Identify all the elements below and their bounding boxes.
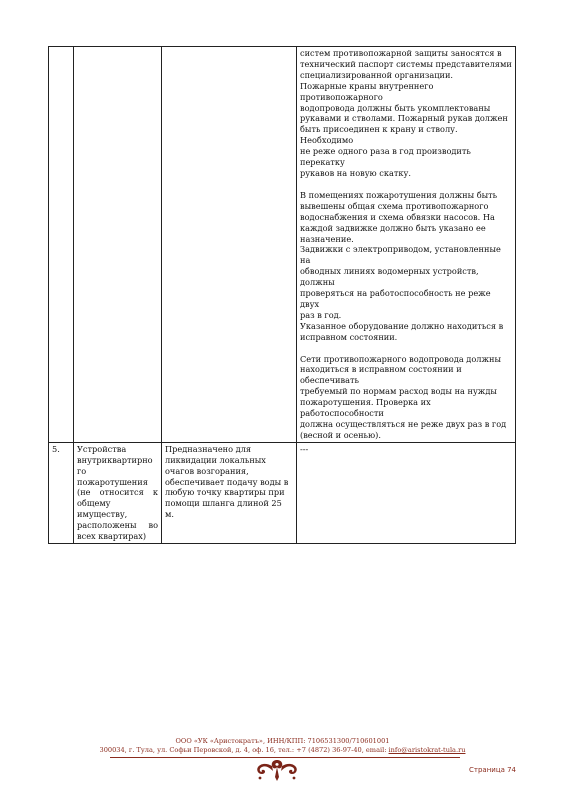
cell-number: [49, 47, 74, 443]
text-line: пожаротушения. Проверка их работоспособности: [300, 397, 431, 419]
text-line: раз в год.: [300, 309, 342, 320]
text-line: каждой задвижке должно быть указано ее: [300, 222, 486, 233]
text-line: обеспечивает подачу воды в: [165, 476, 289, 487]
text-line: помощи шланга длиной 25 м.: [165, 498, 282, 520]
text-line: Указанное оборудование должно находиться в: [300, 320, 504, 331]
text-line: очагов возгорания,: [165, 465, 249, 476]
text-line: Предназначено для: [165, 443, 252, 454]
text-line: Задвижки с электроприводом, установленные на: [300, 244, 501, 266]
requirements-paragraph-3: [300, 354, 512, 441]
text-line: Устройства: [77, 443, 127, 454]
text-line: имуществу,: [77, 509, 128, 520]
requirements-paragraph-1: [300, 48, 512, 179]
row-description: [162, 442, 297, 543]
requirements-table: [48, 46, 516, 544]
text-line: должна осуществляться не реже двух раз в год: [300, 419, 507, 429]
text-line: находиться в исправном состоянии и обеспечивать: [300, 364, 462, 386]
row-number: 5.: [49, 442, 74, 543]
cell-description: [162, 47, 297, 443]
text-line: технический паспорт системы представителями: [300, 58, 512, 69]
text-line: Сети противопожарного водопровода должны: [300, 353, 501, 364]
requirements-paragraph-2: [300, 190, 512, 343]
text-line: не реже одного раза в год производить перекатку: [300, 146, 471, 168]
text-line: расположены во: [77, 520, 158, 531]
text-line: вывешены общая схема противопожарного: [300, 200, 489, 211]
cell-requirements: [297, 47, 516, 443]
text-line: (не относится к: [77, 487, 158, 498]
text-line: Пожарные краны внутреннего противопожарного: [300, 80, 434, 102]
text-line: пожаротушения: [77, 476, 148, 487]
ornament-icon: [251, 757, 303, 783]
cell-name: [74, 47, 162, 443]
text-line: общему: [77, 498, 111, 509]
text-line: обводных линиях водомерных устройств, должны: [300, 266, 479, 288]
footer-address-line: [0, 746, 565, 754]
text-line: всех квартирах): [77, 531, 147, 542]
page-number: Страница 74: [469, 766, 517, 774]
text-line: рукавов на новую скатку.: [300, 167, 411, 178]
text-line: внутриквартирно: [77, 454, 153, 465]
text-line: (весной и осенью).: [300, 429, 381, 440]
text-line: требуемый по нормам расход воды на нужды: [300, 386, 497, 397]
text-line: специализированной организации.: [300, 69, 454, 80]
row-name: [74, 442, 162, 543]
text-line: исправном состоянии.: [300, 331, 398, 342]
text-line: рукавами и стволами. Пожарный рукав должен: [300, 113, 508, 124]
footer-company-line: ООО «УК «Аристократъ», ИНН/КПП: 7106531300/710601001: [175, 737, 390, 745]
text-line: проверяться на работоспособность не реже двух: [300, 288, 491, 309]
text-line: ликвидации локальных: [165, 454, 266, 465]
footer-address: 300034, г. Тула, ул. Софьи Перовской, д. 4, оф. 16, тел.: +7 (4872) 36-97-40, email:: [99, 746, 389, 754]
table-row: [49, 442, 516, 543]
text-line: водоснабжения и схема обвязки насосов. На: [300, 211, 495, 222]
text-line: систем противопожарной защиты заносятся в: [300, 48, 502, 58]
text-line: назначение.: [300, 233, 354, 244]
row-requirements: ---: [297, 442, 516, 543]
text-line: го: [77, 465, 87, 476]
text-line: любую точку квартиры при: [165, 487, 285, 498]
footer-email-link[interactable]: info@aristokrat-tula.ru: [388, 746, 466, 754]
text-line: водопровода должны быть укомплектованы: [300, 102, 491, 113]
text-line: В помещениях пожаротушения должны быть: [300, 189, 498, 200]
table-row-continued: [49, 47, 516, 443]
text-line: быть присоединен к крану и стволу. Необходимо: [300, 124, 458, 146]
